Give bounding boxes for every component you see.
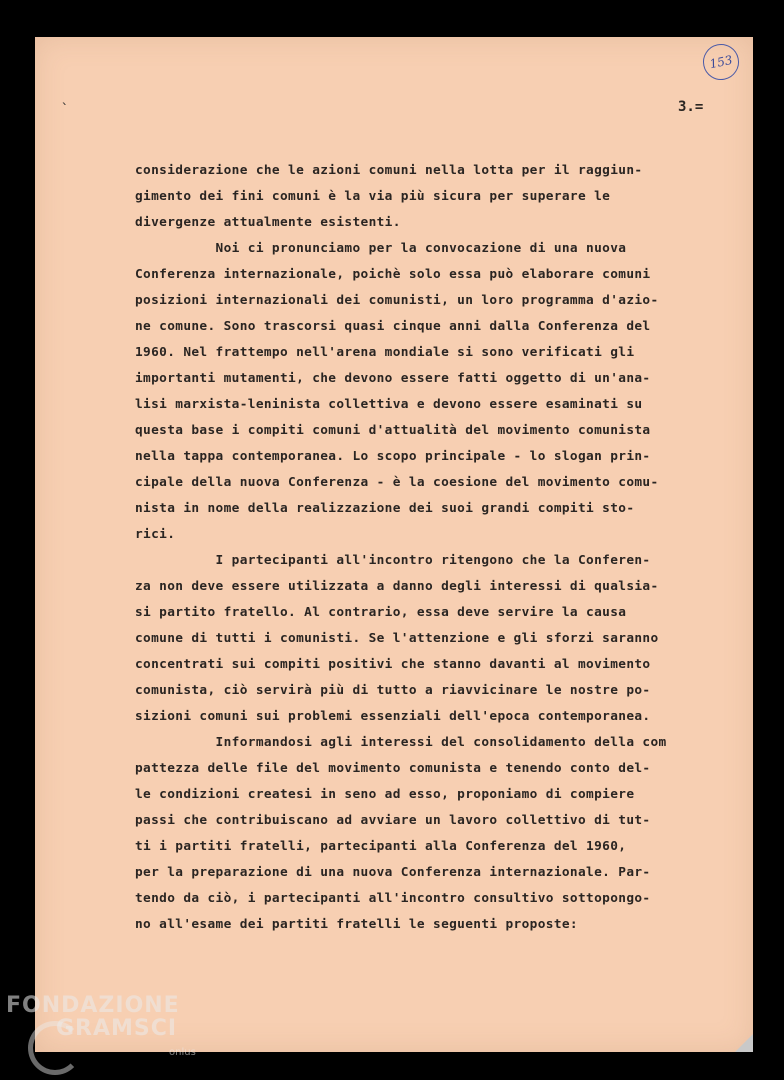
text-line: ne comune. Sono trascorsi quasi cinque anni dalla Conferenza del (135, 319, 651, 334)
text-line: ti i partiti fratelli, partecipanti alla Conferenza del 1960, (135, 839, 627, 854)
text-line: sizioni comuni sui problemi essenziali dell'epoca contemporanea. (135, 709, 651, 724)
archive-stamp: 153 (700, 41, 743, 84)
text-line: nista in nome della realizzazione dei suoi grandi compiti sto- (135, 501, 635, 516)
text-line: concentrati sui compiti positivi che stanno davanti al movimento (135, 657, 651, 672)
text-line: nella tappa contemporanea. Lo scopo principale - lo slogan prin- (135, 449, 651, 464)
text-line: I partecipanti all'incontro ritengono che la Conferen- (135, 553, 651, 568)
watermark-line-2: GRAMSCI (56, 1016, 178, 1041)
body-text (135, 158, 735, 938)
text-line: 1960. Nel frattempo nell'arena mondiale si sono verificati gli (135, 345, 635, 360)
text-line: rici. (135, 527, 176, 542)
text-line: za non deve essere utilizzata a danno degli interessi di qualsia- (135, 579, 659, 594)
text-line: per la preparazione di una nuova Conferenza internazionale. Par- (135, 865, 651, 880)
text-line: tendo da ciò, i partecipanti all'incontro consultivo sottopongo- (135, 891, 651, 906)
text-line: comunista, ciò servirà più di tutto a riavvicinare le nostre po- (135, 683, 651, 698)
text-line: questa base i compiti comuni d'attualità del movimento comunista (135, 423, 651, 438)
text-line: considerazione che le azioni comuni nella lotta per il raggiun- (135, 163, 643, 178)
text-line: passi che contribuiscano ad avviare un lavoro collettivo di tut- (135, 813, 651, 828)
watermark-line-3: onlus (169, 1047, 196, 1058)
text-line: gimento dei fini comuni è la via più sicura per superare le (135, 189, 611, 204)
text-line: lisi marxista-leninista collettiva e devono essere esaminati su (135, 397, 643, 412)
document-page (35, 37, 753, 1052)
text-line: si partito fratello. Al contrario, essa deve servire la causa (135, 605, 627, 620)
margin-mark: ˎ (60, 89, 69, 105)
page-number: 3.= (678, 99, 704, 115)
text-line: no all'esame dei partiti fratelli le seguenti proposte: (135, 917, 578, 932)
page-corner-fold (735, 1034, 753, 1052)
fondazione-gramsci-watermark (6, 993, 206, 1058)
text-line: comune di tutti i comunisti. Se l'attenzione e gli sforzi saranno (135, 631, 659, 646)
text-line: importanti mutamenti, che devono essere fatti oggetto di un'ana- (135, 371, 651, 386)
watermark-line-1: FONDAZIONE (6, 993, 180, 1018)
text-line: Informandosi agli interessi del consolidamento della com (135, 735, 667, 750)
text-line: Noi ci pronunciamo per la convocazione di una nuova (135, 241, 627, 256)
text-line: pattezza delle file del movimento comunista e tenendo conto del- (135, 761, 651, 776)
text-line: Conferenza internazionale, poichè solo essa può elaborare comuni (135, 267, 651, 282)
text-line: divergenze attualmente esistenti. (135, 215, 401, 230)
text-line: posizioni internazionali dei comunisti, un loro programma d'azio- (135, 293, 659, 308)
watermark-logo-icon (28, 1021, 82, 1075)
text-line: le condizioni createsi in seno ad esso, proponiamo di compiere (135, 787, 635, 802)
text-line: cipale della nuova Conferenza - è la coesione del movimento comu- (135, 475, 659, 490)
